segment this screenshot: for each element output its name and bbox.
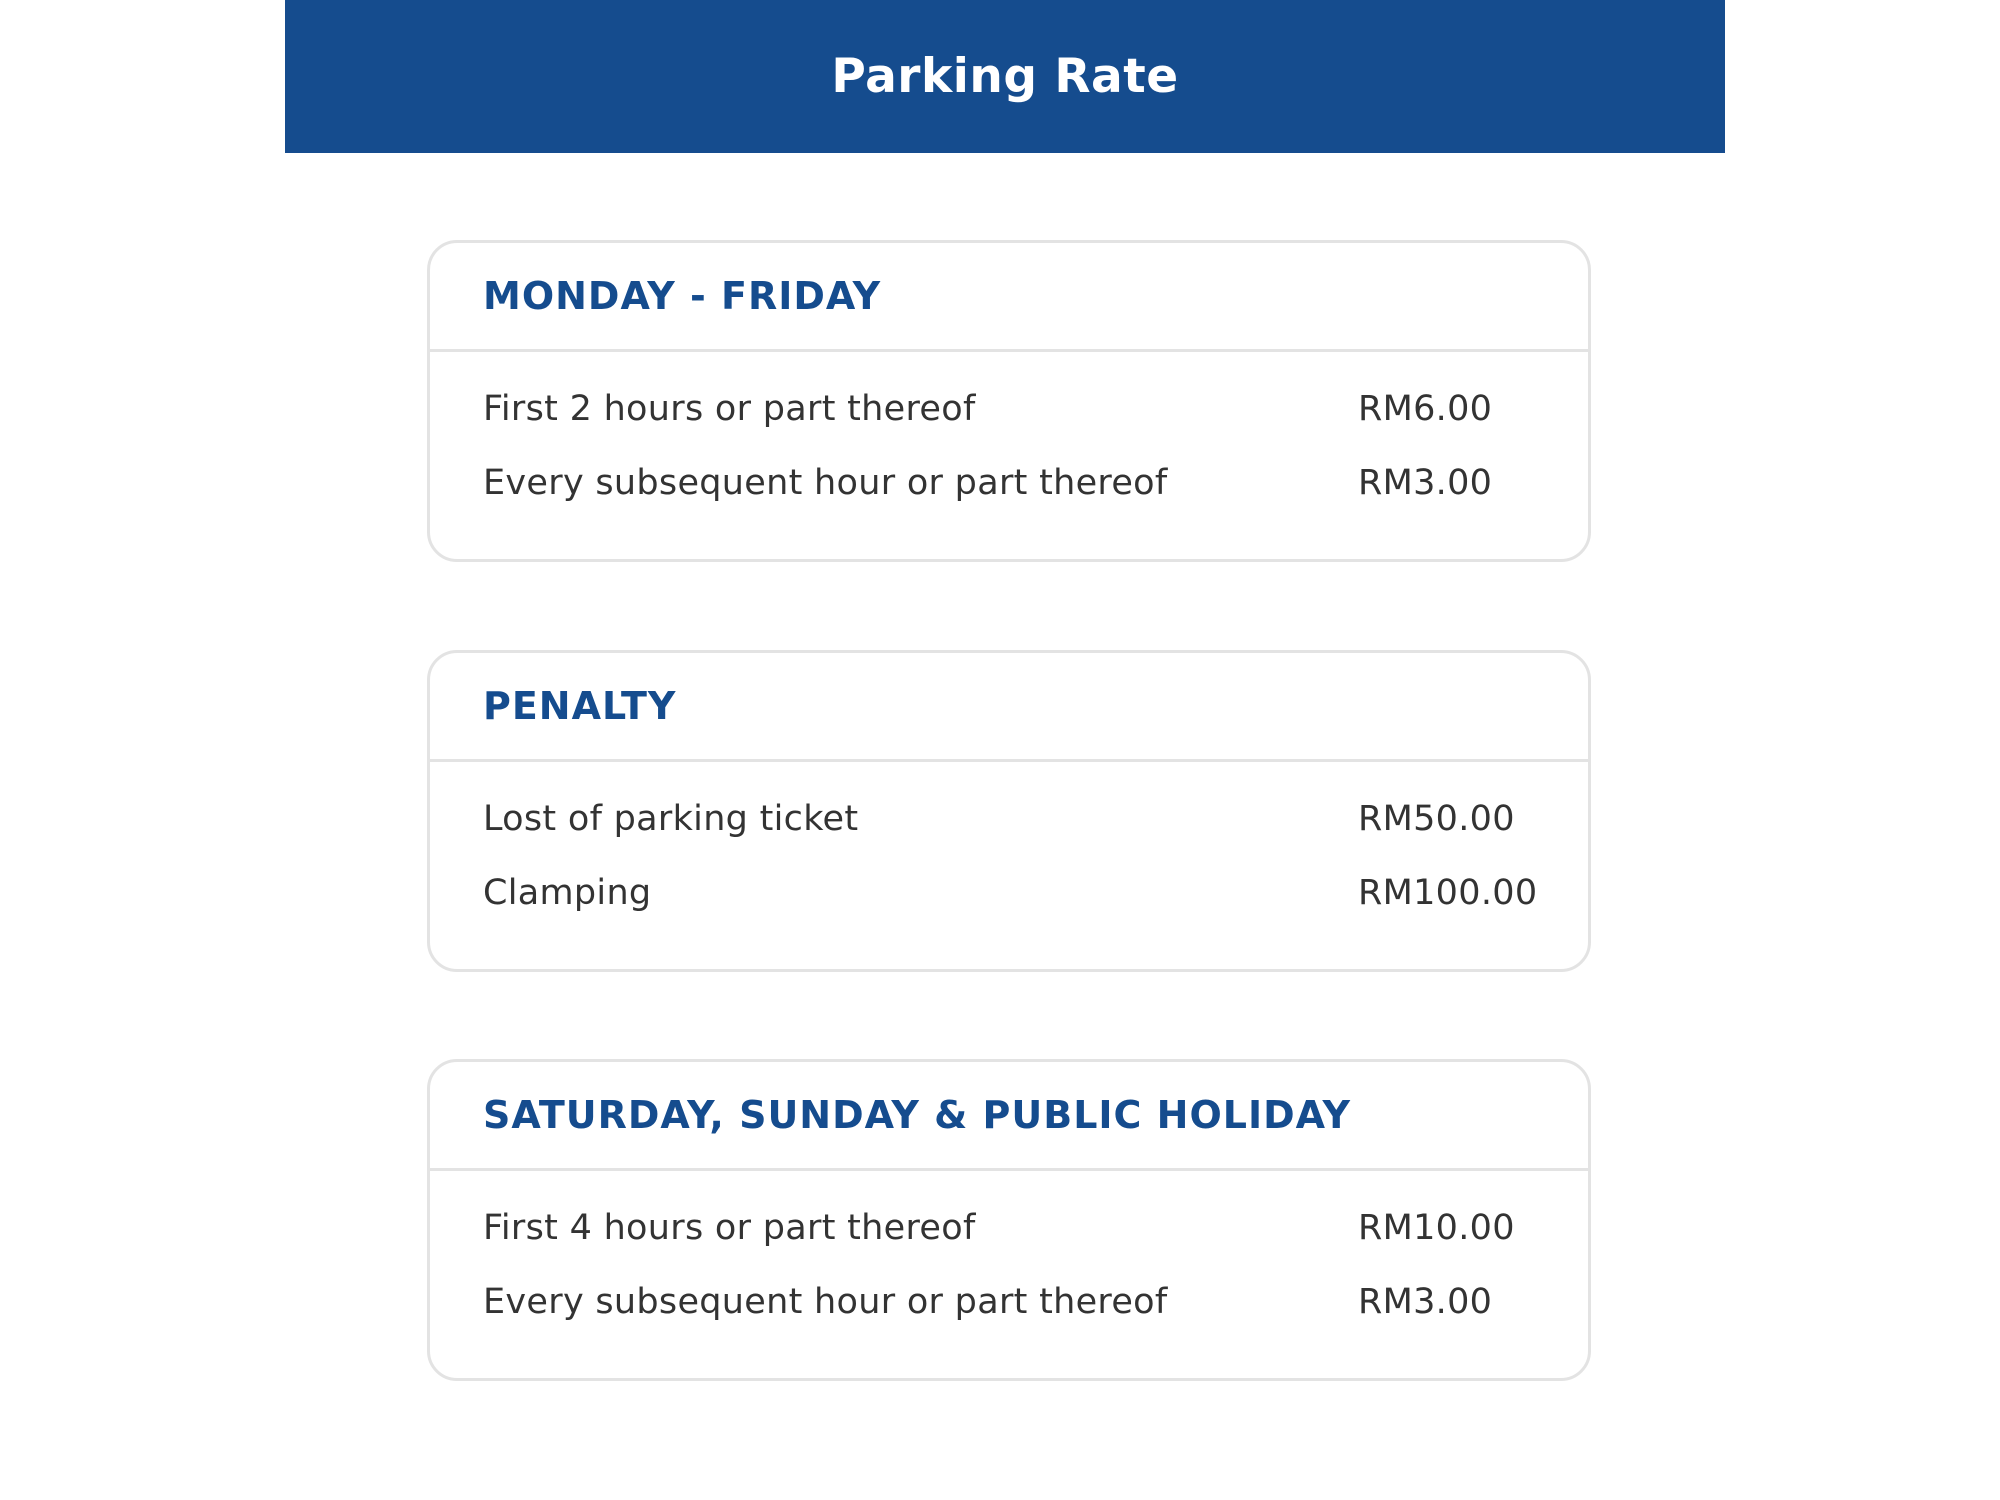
rate-value: RM100.00 — [1358, 873, 1538, 913]
rate-card-weekend — [427, 1059, 1591, 1381]
rate-row — [430, 372, 1588, 446]
section-title-penalty: PENALTY — [483, 684, 677, 728]
rate-label: Every subsequent hour or part thereof — [483, 1282, 1168, 1322]
rate-row — [430, 1191, 1588, 1265]
page-title: Parking Rate — [831, 49, 1179, 104]
card-body — [430, 1171, 1588, 1339]
rate-row — [430, 782, 1588, 856]
card-body — [430, 352, 1588, 520]
rate-label: Clamping — [483, 873, 652, 913]
rate-value: RM50.00 — [1358, 799, 1515, 839]
rate-label: Every subsequent hour or part thereof — [483, 463, 1168, 503]
rate-label: Lost of parking ticket — [483, 799, 859, 839]
card-body — [430, 762, 1588, 930]
section-title-weekend: SATURDAY, SUNDAY & PUBLIC HOLIDAY — [483, 1093, 1351, 1137]
rate-card-weekday — [427, 240, 1591, 562]
rate-value: RM3.00 — [1358, 463, 1493, 503]
page-header — [285, 0, 1725, 153]
rate-value: RM10.00 — [1358, 1208, 1515, 1248]
rate-value: RM3.00 — [1358, 1282, 1493, 1322]
rate-row — [430, 1265, 1588, 1339]
rate-row — [430, 856, 1588, 930]
section-title-weekday: MONDAY - FRIDAY — [483, 274, 882, 318]
card-header — [430, 1062, 1588, 1171]
rate-label: First 2 hours or part thereof — [483, 389, 976, 429]
rate-value: RM6.00 — [1358, 389, 1493, 429]
card-header — [430, 243, 1588, 352]
rate-card-penalty — [427, 650, 1591, 972]
rate-label: First 4 hours or part thereof — [483, 1208, 976, 1248]
rate-row — [430, 446, 1588, 520]
card-header — [430, 653, 1588, 762]
